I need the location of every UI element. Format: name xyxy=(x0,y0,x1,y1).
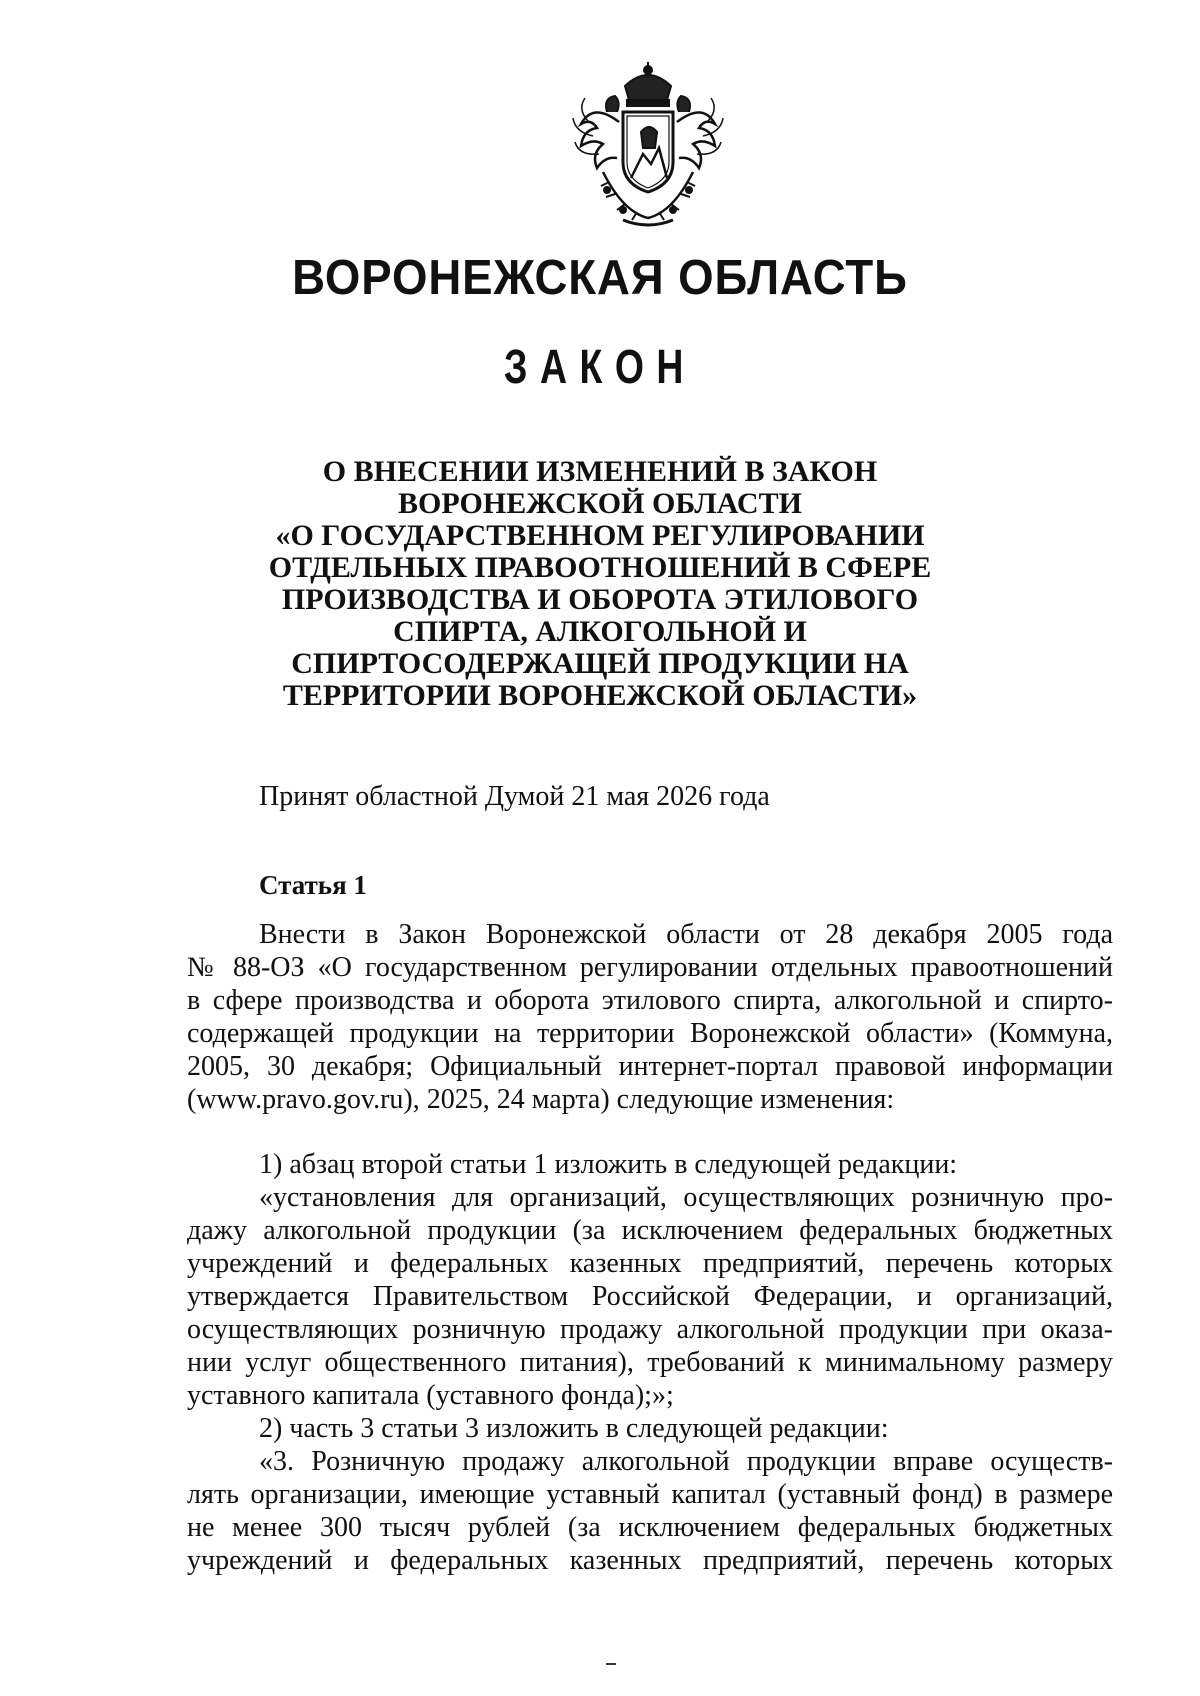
text-line: не менее 300 тысяч рублей (за исключением федеральных бюджетных xyxy=(187,1512,1113,1543)
title-line: О ВНЕСЕНИИ ИЗМЕНЕНИЙ В ЗАКОН xyxy=(322,455,878,488)
title-line: ТЕРРИТОРИИ ВОРОНЕЖСКОЙ ОБЛАСТИ» xyxy=(282,679,918,712)
text-line: лять организации, имеющие уставный капитал (уставный фонд) в размере xyxy=(187,1479,1113,1510)
region-name: ВОРОНЕЖСКАЯ ОБЛАСТЬ xyxy=(292,251,908,305)
text-line: в сфере производства и оборота этилового спирта, алкогольной и спирто- xyxy=(187,985,1113,1016)
text-line: уставного капитала (уставного фонда);»; xyxy=(187,1380,674,1411)
text-line: учреждений и федеральных казенных предприятий, перечень которых xyxy=(187,1248,1113,1279)
text-line: дажу алкогольной продукции (за исключением федеральных бюджетных xyxy=(187,1215,1113,1246)
title-line: СПИРТА, АЛКОГОЛЬНОЙ И xyxy=(393,615,807,648)
text-line: 2005, 30 декабря; Официальный интернет-портал правовой информации xyxy=(187,1051,1113,1082)
title-line: ОТДЕЛЬНЫХ ПРАВООТНОШЕНИЙ В СФЕРЕ xyxy=(268,551,932,584)
title-line: ВОРОНЕЖСКОЙ ОБЛАСТИ xyxy=(398,487,802,520)
text-line: утверждается Правительством Российской Федерации, и организаций, xyxy=(187,1281,1113,1312)
text-line: Внести в Закон Воронежской области от 28 декабря 2005 года xyxy=(259,919,1113,950)
text-line: нии услуг общественного питания), требований к минимальному размеру xyxy=(187,1347,1113,1378)
document-type: ЗАКОН xyxy=(504,341,696,394)
text-line: содержащей продукции на территории Воронежской области» (Коммуна, xyxy=(187,1018,1113,1049)
law-title xyxy=(0,456,1200,712)
title-line: ПРОИЗВОДСТВА И ОБОРОТА ЭТИЛОВОГО xyxy=(281,583,919,616)
article-items xyxy=(187,1148,1113,1577)
article-intro xyxy=(187,918,1113,1116)
text-line: «3. Розничную продажу алкогольной продукции вправе осуществ- xyxy=(259,1446,1113,1477)
text-line: 2) часть 3 статьи 3 изложить в следующей редакции: xyxy=(259,1413,889,1444)
article-heading: Статья 1 xyxy=(259,870,367,900)
coat-of-arms-icon xyxy=(563,62,733,230)
text-line: (www.pravo.gov.ru), 2025, 24 марта) следующие изменения: xyxy=(187,1084,895,1115)
text-line: учреждений и федеральных казенных предприятий, перечень которых xyxy=(187,1545,1113,1576)
text-line: № 88-ОЗ «О государственном регулировании отдельных правоотношений xyxy=(187,952,1113,983)
title-line: «О ГОСУДАРСТВЕННОМ РЕГУЛИРОВАНИИ xyxy=(275,519,925,552)
text-line: 1) абзац второй статьи 1 изложить в следующей редакции: xyxy=(259,1149,958,1180)
title-line: СПИРТОСОДЕРЖАЩЕЙ ПРОДУКЦИИ НА xyxy=(291,647,909,680)
adoption-note: Принят областной Думой 21 мая 2026 года xyxy=(259,781,770,812)
text-line: осуществляющих розничную продажу алкогольной продукции при оказа- xyxy=(187,1314,1113,1345)
page-mark xyxy=(606,1663,616,1665)
text-line: «установления для организаций, осуществляющих розничную про- xyxy=(259,1182,1113,1213)
